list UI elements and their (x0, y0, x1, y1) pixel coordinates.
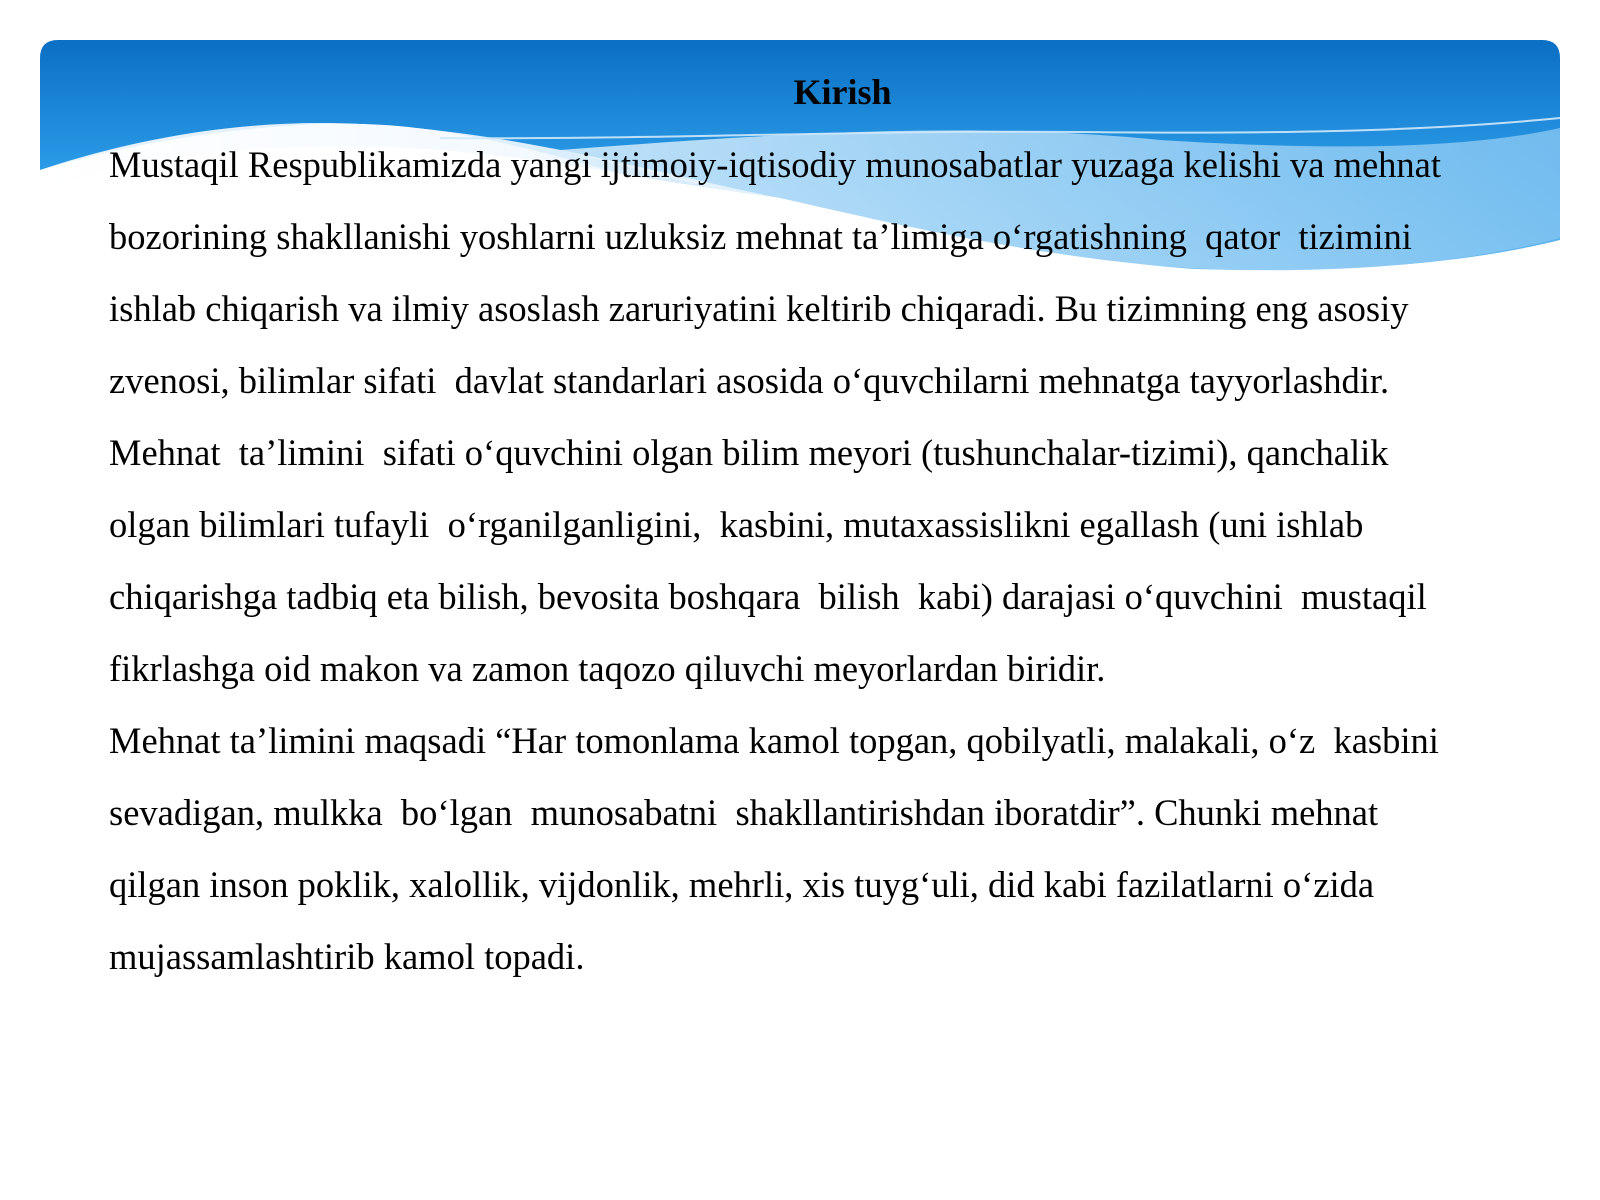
paragraph-2-line: sevadigan, mulkka bo‘lgan munosabatni shakllantirishdan iboratdir”. Chunki mehnat (109, 792, 1379, 833)
paragraph-1-line: olgan bilimlari tufayli o‘rganilganligini, kasbini, mutaxassislikni egallash (uni ishlab (109, 504, 1364, 545)
slide-title: Kirish (793, 72, 892, 112)
paragraph-2-line: Mehnat ta’limini maqsadi “Har tomonlama kamol topgan, qobilyatli, malakali, o‘z kasbini (109, 720, 1439, 761)
paragraph-1-line: ishlab chiqarish va ilmiy asoslash zaruriyatini keltirib chiqaradi. Bu tizimning eng asosiy (109, 288, 1409, 329)
paragraph-1-line: Mustaqil Respublikamizda yangi ijtimoiy-iqtisodiy munosabatlar yuzaga kelishi va mehnat (109, 144, 1442, 185)
paragraph-1-line: Mehnat ta’limini sifati o‘quvchini olgan bilim meyori (tushunchalar-tizimi), qanchalik (109, 432, 1389, 473)
paragraph-1-line: zvenosi, bilimlar sifati davlat standarlari asosida o‘quvchilarni mehnatga tayyorlashdir. (109, 360, 1390, 401)
paragraph-2-line: mujassamlashtirib kamol topadi. (109, 936, 585, 977)
paragraph-2-line: qilgan inson poklik, xalollik, vijdonlik, mehrli, xis tuyg‘uli, did kabi fazilatlarni o‘zida (109, 864, 1375, 905)
paragraph-1-line: chiqarishga tadbiq eta bilish, bevosita boshqara bilish kabi) darajasi o‘quvchini mustaqil (109, 576, 1427, 617)
paragraph-1-line: fikrlashga oid makon va zamon taqozo qiluvchi meyorlardan biridir. (109, 648, 1106, 689)
paragraph-1-line: bozorining shakllanishi yoshlarni uzluksiz mehnat ta’limiga o‘rgatishning qator tizimini (109, 216, 1412, 257)
